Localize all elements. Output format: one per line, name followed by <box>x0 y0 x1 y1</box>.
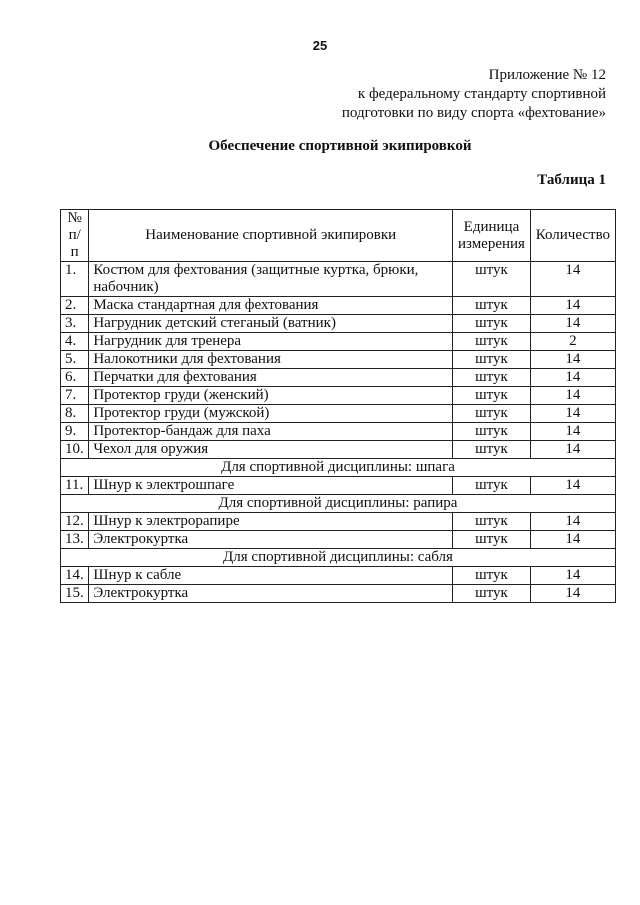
table-row <box>61 315 616 333</box>
header-number <box>61 210 89 262</box>
row-name: Перчатки для фехтования <box>89 369 453 387</box>
table-row <box>61 369 616 387</box>
row-unit: штук <box>453 315 531 333</box>
row-unit: штук <box>453 513 531 531</box>
appendix-line: Приложение № 12 <box>488 67 606 83</box>
row-unit: штук <box>453 567 531 585</box>
row-quantity: 14 <box>530 387 615 405</box>
section-row <box>61 549 616 567</box>
row-number: 9. <box>61 423 89 441</box>
row-number: 8. <box>61 405 89 423</box>
row-unit: штук <box>453 369 531 387</box>
row-number: 14. <box>61 567 89 585</box>
appendix-heading <box>342 66 606 123</box>
row-name: Нагрудник для тренера <box>89 333 453 351</box>
row-quantity: 14 <box>530 405 615 423</box>
row-unit: штук <box>453 297 531 315</box>
table-row <box>61 477 616 495</box>
row-number: 5. <box>61 351 89 369</box>
header-name: Наименование спортивной экипировки <box>89 210 453 262</box>
row-unit: штук <box>453 531 531 549</box>
table-row <box>61 405 616 423</box>
table-row <box>61 567 616 585</box>
row-unit: штук <box>453 262 531 297</box>
table-row <box>61 441 616 459</box>
row-unit: штук <box>453 477 531 495</box>
row-number: 13. <box>61 531 89 549</box>
row-quantity: 14 <box>530 351 615 369</box>
table-label: Таблица 1 <box>537 172 606 188</box>
document-title: Обеспечение спортивной экипировкой <box>208 138 472 154</box>
header-quantity: Количество <box>530 210 615 262</box>
section-label: Для спортивной дисциплины: рапира <box>61 495 616 513</box>
row-number: 12. <box>61 513 89 531</box>
table-row <box>61 351 616 369</box>
row-quantity: 14 <box>530 441 615 459</box>
table-row <box>61 387 616 405</box>
row-quantity: 2 <box>530 333 615 351</box>
row-quantity: 14 <box>530 297 615 315</box>
row-quantity: 14 <box>530 585 615 603</box>
row-unit: штук <box>453 333 531 351</box>
row-name: Нагрудник детский стеганый (ватник) <box>89 315 453 333</box>
row-number: 6. <box>61 369 89 387</box>
header-unit <box>453 210 531 262</box>
row-quantity: 14 <box>530 477 615 495</box>
table-row <box>61 513 616 531</box>
row-name: Протектор груди (мужской) <box>89 405 453 423</box>
row-number: 1. <box>61 262 89 297</box>
table-body <box>61 262 616 603</box>
table-row <box>61 297 616 315</box>
row-name: Электрокуртка <box>89 585 453 603</box>
section-label: Для спортивной дисциплины: сабля <box>61 549 616 567</box>
row-number: 4. <box>61 333 89 351</box>
header-number-line1: № <box>67 210 82 226</box>
header-unit-line1: Единица <box>463 218 520 235</box>
row-number: 3. <box>61 315 89 333</box>
appendix-line: к федеральному стандарту спортивной <box>357 86 606 102</box>
header-number-line2: п/п <box>68 227 81 260</box>
row-name: Шнур к электрорапире <box>89 513 453 531</box>
row-name: Протектор-бандаж для паха <box>89 423 453 441</box>
header-unit-line2: измерения <box>457 235 525 252</box>
table-row <box>61 333 616 351</box>
table-row <box>61 531 616 549</box>
row-name: Протектор груди (женский) <box>89 387 453 405</box>
row-unit: штук <box>453 387 531 405</box>
row-unit: штук <box>453 585 531 603</box>
row-unit: штук <box>453 423 531 441</box>
row-number: 11. <box>61 477 89 495</box>
row-quantity: 14 <box>530 531 615 549</box>
row-unit: штук <box>453 441 531 459</box>
equipment-table <box>60 209 616 603</box>
row-name: Чехол для оружия <box>89 441 453 459</box>
row-number: 7. <box>61 387 89 405</box>
table-row <box>61 423 616 441</box>
row-name: Маска стандартная для фехтования <box>89 297 453 315</box>
row-unit: штук <box>453 405 531 423</box>
row-number: 2. <box>61 297 89 315</box>
row-number: 15. <box>61 585 89 603</box>
row-name: Шнур к сабле <box>89 567 453 585</box>
row-name: Налокотники для фехтования <box>89 351 453 369</box>
row-quantity: 14 <box>530 423 615 441</box>
row-quantity: 14 <box>530 315 615 333</box>
header-row <box>61 210 616 262</box>
row-quantity: 14 <box>530 262 615 297</box>
section-label: Для спортивной дисциплины: шпага <box>61 459 616 477</box>
row-name: Шнур к электрошпаге <box>89 477 453 495</box>
row-name: Электрокуртка <box>89 531 453 549</box>
row-name: Костюм для фехтования (защитные куртка, брюки, набочник) <box>89 262 453 297</box>
section-row <box>61 495 616 513</box>
row-quantity: 14 <box>530 513 615 531</box>
row-quantity: 14 <box>530 369 615 387</box>
appendix-line: подготовки по виду спорта «фехтование» <box>341 105 606 121</box>
row-quantity: 14 <box>530 567 615 585</box>
row-number: 10. <box>61 441 89 459</box>
table-row <box>61 585 616 603</box>
table-header <box>61 210 616 262</box>
row-unit: штук <box>453 351 531 369</box>
section-row <box>61 459 616 477</box>
page-number: 25 <box>312 38 328 53</box>
table-row <box>61 262 616 297</box>
